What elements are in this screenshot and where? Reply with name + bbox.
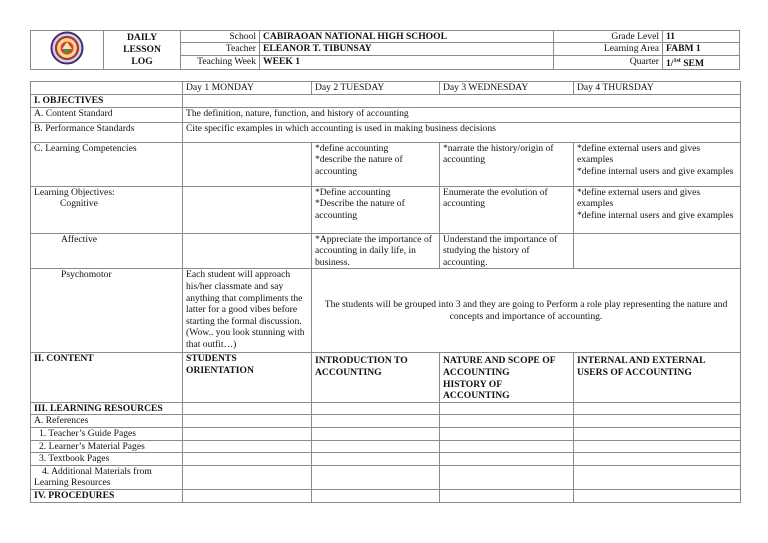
quarter-label: Quarter [554, 55, 663, 69]
day4-header: Day 4 THURSDAY [574, 82, 741, 95]
teaching-week-label: Teaching Week [181, 55, 260, 69]
school-label: School [181, 31, 260, 43]
performance-standard-row [31, 122, 741, 142]
procedures-row [31, 489, 741, 502]
content-heading: II. CONTENT [31, 353, 183, 402]
additional-materials-label: 4. Additional Materials from Learning Resources [31, 465, 183, 489]
learning-area-label: Learning Area [554, 43, 663, 55]
cognitive-day3: Enumerate the evolution of accounting [440, 186, 574, 233]
competencies-day3: *narrate the history/origin of accounting [440, 142, 574, 186]
resources-row [31, 402, 741, 415]
content-day4: INTERNAL AND EXTERNAL USERS OF ACCOUNTING [574, 353, 741, 402]
cognitive-row [31, 186, 741, 233]
blank-corner-cell [31, 82, 183, 95]
learners-material-label: 2. Learner’s Material Pages [31, 440, 183, 453]
grade-level-value: 11 [663, 31, 740, 43]
learning-area-value: FABM 1 [663, 43, 740, 55]
objectives-heading: I. OBJECTIVES [31, 95, 183, 108]
teaching-week-value: WEEK 1 [260, 55, 554, 69]
lesson-log-table [30, 81, 741, 503]
cognitive-day4: *define external users and gives examples *define internal users and give examples [574, 186, 741, 233]
day2-header: Day 2 TUESDAY [312, 82, 440, 95]
references-label: A. References [31, 415, 183, 428]
school-seal-cell [31, 31, 104, 70]
day3-header: Day 3 WEDNESDAY [440, 82, 574, 95]
competencies-day2: *define accounting *describe the nature of accounting [312, 142, 440, 186]
header-table [30, 30, 740, 70]
psychomotor-group-activity: The students will be grouped into 3 and they are going to Perform a role play representing the nature and concepts and importance of accounting. [312, 269, 741, 353]
teacher-label: Teacher [181, 43, 260, 55]
teachers-guide-row [31, 427, 741, 440]
psychomotor-row [31, 269, 741, 353]
learners-material-row [31, 440, 741, 453]
content-day2: INTRODUCTION TO ACCOUNTING [312, 353, 440, 402]
competencies-label: C. Learning Competencies [31, 142, 183, 186]
school-seal-icon [47, 31, 87, 65]
teachers-guide-label: 1. Teacher’s Guide Pages [31, 427, 183, 440]
days-header-row [31, 82, 741, 95]
objectives-row [31, 95, 741, 108]
cognitive-label: Cognitive [60, 198, 98, 210]
day1-header: Day 1 MONDAY [183, 82, 312, 95]
textbook-label: 3. Textbook Pages [31, 453, 183, 466]
psychomotor-label: Psychomotor [31, 269, 183, 353]
grade-level-label: Grade Level [554, 31, 663, 43]
affective-label: Affective [31, 233, 183, 269]
cognitive-day2: *Define accounting *Describe the nature of accounting [312, 186, 440, 233]
content-day3: NATURE AND SCOPE OF ACCOUNTING HISTORY OF ACCOUNTING [440, 353, 574, 402]
quarter-value: 1/$^{1st}$ SEM [663, 55, 740, 69]
psychomotor-day1: Each student will approach his/her classmate and say anything that compliments the latter for a good vibes before starting the formal discussion. (Wow.. you look stunning with that outfit…) [183, 269, 312, 353]
content-standard-label: A. Content Standard [31, 107, 183, 122]
content-row [31, 353, 741, 402]
school-value: CABIRAOAN NATIONAL HIGH SCHOOL [260, 31, 554, 43]
daily-lesson-log-title: DAILY LESSON LOG [104, 31, 181, 70]
performance-standard-text: Cite specific examples in which accounting is used in making business decisions [183, 122, 741, 142]
competencies-day4: *define external users and gives examples *define internal users and give examples [574, 142, 741, 186]
content-standard-row [31, 107, 741, 122]
references-row [31, 415, 741, 428]
resources-heading: III. LEARNING RESOURCES [31, 402, 183, 415]
procedures-heading: IV. PROCEDURES [31, 489, 183, 502]
affective-day2: *Appreciate the importance of accounting in daily life, in business. [312, 233, 440, 269]
affective-day3: Understand the importance of studying the history of accounting. [440, 233, 574, 269]
content-day1: STUDENTS ORIENTATION [183, 353, 312, 402]
content-standard-text: The definition, nature, function, and history of accounting [183, 107, 741, 122]
competencies-row [31, 142, 741, 186]
textbook-row [31, 453, 741, 466]
affective-row [31, 233, 741, 269]
learning-objectives-label: Learning Objectives: Cognitive [31, 186, 183, 233]
additional-materials-row [31, 465, 741, 489]
performance-standard-label: B. Performance Standards [31, 122, 183, 142]
teacher-value: ELEANOR T. TIBUNSAY [260, 43, 554, 55]
